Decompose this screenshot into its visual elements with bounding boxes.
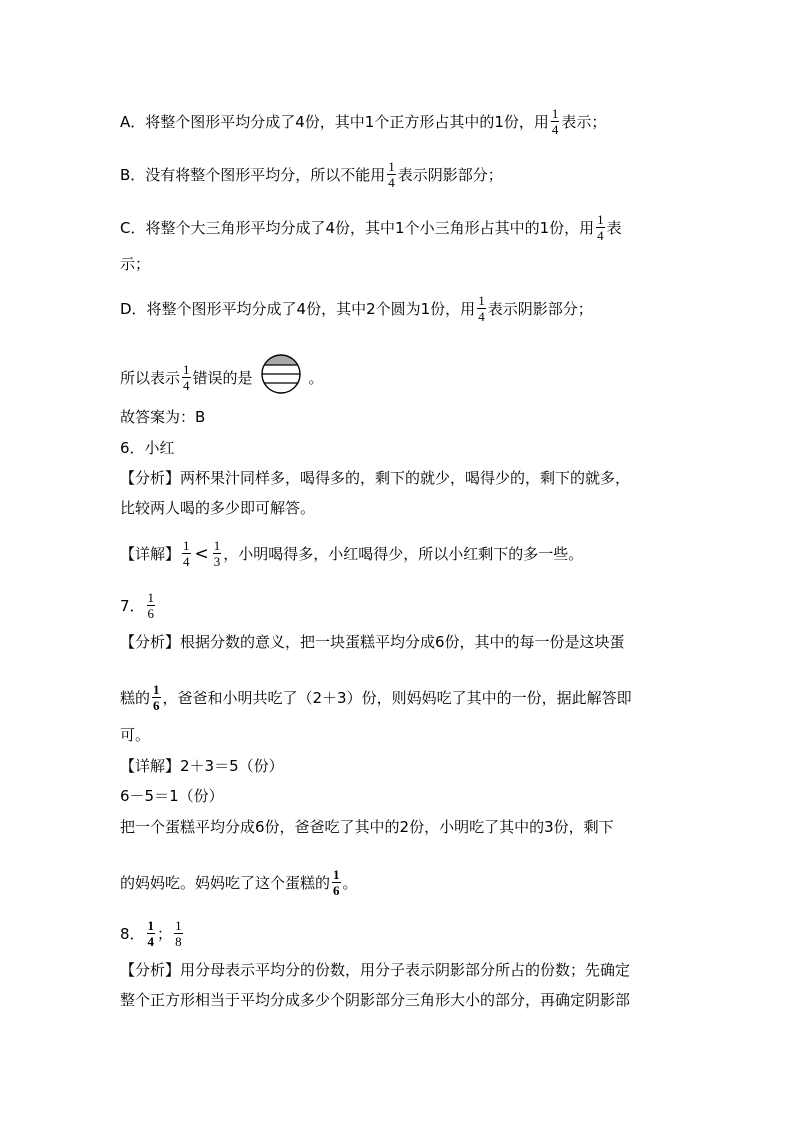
option-c-line-2 [120, 254, 150, 274]
detail-text: 的妈妈吃。妈妈吃了这个蛋糕的 [120, 874, 331, 892]
option-b-line [120, 161, 503, 190]
conclusion-text: 所以表示 [120, 369, 181, 387]
detail-period: 。 [342, 874, 358, 892]
option-d-line [120, 295, 593, 324]
q7-detail-line-3: 把一个蛋糕平均分成6份，爸爸吃了其中的2份，小明吃了其中的3份，剩下 [120, 818, 614, 836]
option-a-text: A．将整个图形平均分成了4份，其中1个正方形占其中的1份，用 [120, 113, 549, 131]
q8-analysis-line-2: 整个正方形相当于平均分成多少个阴影部分三角形大小的部分，再确定阴影部 [120, 991, 631, 1009]
q6-analysis-line-2: 比较两人喝的多少即可解答。 [120, 499, 316, 517]
q5-conclusion-line [120, 355, 324, 402]
conclusion-text-2: 错误的是 [192, 369, 253, 387]
analysis-text-2: ，爸爸和小明共吃了（2＋3）份，则妈妈吃了其中的一份，据此解答即 [162, 689, 632, 707]
fraction-one-quarter: $\frac{1}{4}$ [478, 293, 485, 324]
q7-analysis-line-1: 【分析】根据分数的意义，把一块蛋糕平均分成6份，其中的每一份是这块蛋 [120, 633, 625, 651]
option-c-line [120, 214, 622, 243]
analysis-text: 糕的 [120, 689, 151, 707]
option-d-text-end: 表示阴影部分； [487, 300, 593, 318]
q7-number: 7． [120, 597, 145, 615]
q7-analysis-line-2 [120, 684, 632, 713]
conclusion-period: 。 [308, 369, 324, 387]
option-a-line [120, 108, 606, 137]
option-a-text-end: 表示； [561, 113, 607, 131]
fraction-one-third: $\frac{1}{3}$ [213, 538, 221, 569]
q7-detail-line-4 [120, 869, 358, 898]
option-b-text-end: 表示阴影部分； [397, 166, 503, 184]
detail-label: 【详解】 [120, 545, 181, 563]
option-d-text: D．将整个图形平均分成了4份，其中2个圆为1份，用 [120, 300, 476, 318]
fraction-one-quarter: $\frac{1}{4}$ [147, 918, 155, 949]
striped-circle-figure [255, 353, 307, 400]
option-c-text-wrap: 示； [120, 255, 151, 273]
q6-analysis-line-1: 【分析】两杯果汁同样多，喝得多的，剩下的就少，喝得少的，剩下的就多， [120, 469, 631, 487]
q8-analysis-line-1: 【分析】用分母表示平均分的份数，用分子表示阴影部分所占的份数；先确定 [120, 961, 631, 979]
q7-detail-line-2: 6－5＝1（份） [120, 787, 224, 805]
fraction-one-quarter: $\frac{1}{4}$ [183, 362, 190, 393]
less-than-sign: < [194, 544, 209, 564]
option-c-text: C．将整个大三角形平均分成了4份，其中1个小三角形占其中的1份，用 [120, 219, 595, 237]
q5-answer: 故答案为：B [120, 408, 206, 426]
q7-answer-line [120, 592, 157, 621]
q8-number: 8． [120, 925, 145, 943]
q6-answer: 6．小红 [120, 439, 175, 457]
fraction-one-quarter: $\frac{1}{4}$ [597, 212, 604, 243]
fraction-one-quarter: $\frac{1}{4}$ [388, 159, 395, 190]
q6-detail-line [120, 540, 583, 569]
answer-separator: ； [157, 925, 173, 943]
q7-detail-line-1: 【详解】2＋3＝5（份） [120, 757, 284, 775]
detail-text: ，小明喝得多，小红喝得少，所以小红剩下的多一些。 [223, 545, 584, 563]
fraction-one-quarter: $\frac{1}{4}$ [183, 538, 190, 569]
fraction-one-sixth: $\frac{1}{6}$ [147, 590, 155, 621]
fraction-one-sixth: $\frac{1}{6}$ [333, 867, 340, 898]
q7-analysis-line-3: 可。 [120, 726, 151, 744]
fraction-one-quarter: $\frac{1}{4}$ [551, 106, 559, 137]
fraction-one-eighth: $\frac{1}{8}$ [175, 918, 182, 949]
option-b-text: B．没有将整个图形平均分，所以不能用 [120, 166, 386, 184]
option-c-text-end: 表 [606, 219, 622, 237]
q8-answer-line [120, 920, 185, 949]
fraction-one-sixth: $\frac{1}{6}$ [153, 682, 160, 713]
